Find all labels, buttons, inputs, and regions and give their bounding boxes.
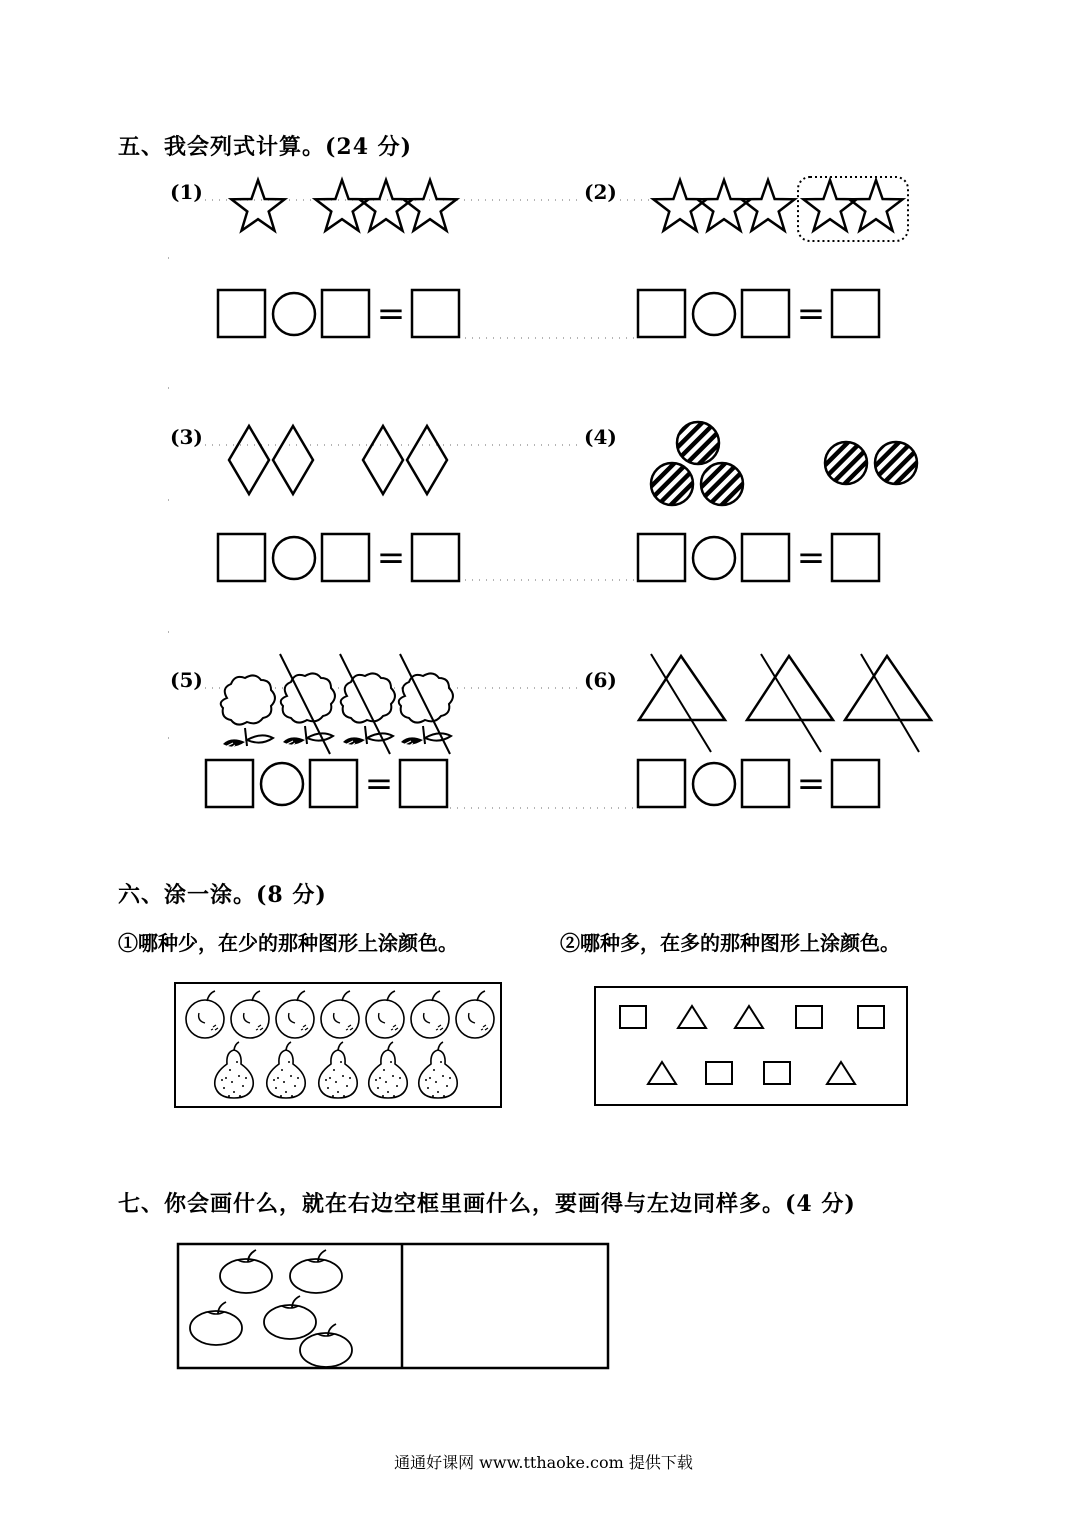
problem-4-figure	[640, 418, 940, 518]
pear-icon[interactable]	[419, 1042, 458, 1098]
striped-ball-icon	[701, 463, 743, 505]
answer-box[interactable]	[742, 290, 789, 337]
square-icon[interactable]	[796, 1006, 822, 1028]
answer-box[interactable]	[400, 760, 447, 807]
drawing-area[interactable]	[404, 1246, 606, 1366]
equation-3[interactable]	[216, 532, 466, 586]
triangle-icon[interactable]	[678, 1006, 706, 1028]
star-icon	[359, 180, 412, 231]
star-icon	[231, 180, 284, 231]
answer-box[interactable]	[832, 760, 879, 807]
pear-icon[interactable]	[267, 1042, 306, 1098]
pear-icon[interactable]	[369, 1042, 408, 1098]
section7-title: 七、你会画什么，就在右边空框里画什么，要画得与左边同样多。(4 分)	[118, 1191, 856, 1217]
diamond-icon	[363, 426, 403, 494]
operator-circle[interactable]	[693, 763, 735, 805]
section6-question-2: ②哪种多，在多的那种图形上涂颜色。	[560, 931, 900, 955]
cross-out-line	[761, 654, 821, 752]
striped-ball-icon	[651, 463, 693, 505]
drawing-table[interactable]	[176, 1242, 612, 1372]
operator-circle[interactable]	[693, 293, 735, 335]
equals-sign: =	[796, 764, 826, 804]
square-icon[interactable]	[858, 1006, 884, 1028]
section6-question-1: ①哪种少，在少的那种图形上涂颜色。	[118, 931, 458, 955]
section5-title: 五、我会列式计算。(24 分)	[118, 134, 413, 160]
star-icon	[315, 180, 368, 231]
problem-6-figure	[635, 650, 945, 760]
section6-title: 六、涂一涂。(8 分)	[118, 882, 327, 908]
apple-icon[interactable]	[186, 991, 224, 1038]
striped-ball-icon	[677, 422, 719, 464]
apple-icon	[190, 1302, 242, 1345]
square-icon[interactable]	[764, 1062, 790, 1084]
triangle-icon[interactable]	[827, 1062, 855, 1084]
star-icon	[403, 180, 456, 231]
answer-box[interactable]	[412, 290, 459, 337]
answer-box[interactable]	[832, 290, 879, 337]
triangle-icon[interactable]	[648, 1062, 676, 1084]
problem-label-1: (1)	[170, 180, 203, 204]
answer-box[interactable]	[638, 760, 685, 807]
footer-text: 通通好课网 www.tthaoke.com 提供下载	[394, 1453, 693, 1472]
equation-2[interactable]	[636, 288, 886, 342]
problem-label-6: (6)	[584, 668, 617, 692]
apple-icon[interactable]	[456, 991, 494, 1038]
answer-box[interactable]	[638, 534, 685, 581]
problem-label-4: (4)	[584, 425, 617, 449]
equation-5[interactable]	[204, 758, 454, 812]
square-icon[interactable]	[706, 1062, 732, 1084]
triangle-icon	[747, 656, 833, 720]
triangle-icon[interactable]	[735, 1006, 763, 1028]
answer-box[interactable]	[218, 290, 265, 337]
triangle-icon	[845, 656, 931, 720]
answer-box[interactable]	[322, 534, 369, 581]
apple-icon	[220, 1250, 272, 1293]
answer-box[interactable]	[206, 760, 253, 807]
diamond-icon	[229, 426, 269, 494]
cross-out-line	[861, 654, 919, 752]
operator-circle[interactable]	[273, 537, 315, 579]
square-icon[interactable]	[620, 1006, 646, 1028]
problem-2-figure	[650, 174, 920, 254]
diamond-icon	[407, 426, 447, 494]
problem-label-2: (2)	[584, 180, 617, 204]
star-icon	[803, 180, 856, 231]
cross-out-line	[651, 654, 711, 752]
equals-sign: =	[796, 538, 826, 578]
apple-icon[interactable]	[411, 991, 449, 1038]
answer-box[interactable]	[218, 534, 265, 581]
equation-6[interactable]	[636, 758, 886, 812]
operator-circle[interactable]	[273, 293, 315, 335]
star-icon	[741, 180, 794, 231]
star-icon	[697, 180, 750, 231]
apple-icon[interactable]	[366, 991, 404, 1038]
flower-icon	[399, 673, 453, 746]
apple-icon[interactable]	[231, 991, 269, 1038]
pear-icon[interactable]	[319, 1042, 358, 1098]
apple-icon[interactable]	[276, 991, 314, 1038]
equals-sign: =	[376, 294, 406, 334]
answer-box[interactable]	[322, 290, 369, 337]
equals-sign: =	[376, 538, 406, 578]
apple-icon	[264, 1296, 316, 1339]
flower-icon	[221, 675, 275, 748]
problem-label-5: (5)	[170, 668, 203, 692]
equals-sign: =	[796, 294, 826, 334]
problem-1-figure	[230, 178, 470, 248]
problem-label-3: (3)	[170, 425, 203, 449]
triangle-icon	[639, 656, 725, 720]
answer-box[interactable]	[742, 760, 789, 807]
pear-icon[interactable]	[215, 1042, 254, 1098]
operator-circle[interactable]	[693, 537, 735, 579]
operator-circle[interactable]	[261, 763, 303, 805]
apples-pears-box[interactable]	[174, 982, 504, 1110]
striped-ball-icon	[825, 442, 867, 484]
answer-box[interactable]	[638, 290, 685, 337]
answer-box[interactable]	[742, 534, 789, 581]
problem-5-figure	[215, 650, 475, 760]
apple-icon[interactable]	[321, 991, 359, 1038]
striped-ball-icon	[875, 442, 917, 484]
problem-3-figure	[225, 422, 465, 502]
star-icon	[653, 180, 706, 231]
answer-box[interactable]	[412, 534, 459, 581]
answer-box[interactable]	[310, 760, 357, 807]
answer-box[interactable]	[832, 534, 879, 581]
equation-4[interactable]	[636, 532, 886, 586]
star-icon	[849, 180, 902, 231]
equation-1[interactable]	[216, 288, 466, 342]
equals-sign: =	[364, 764, 394, 804]
apple-icon	[290, 1250, 342, 1293]
diamond-icon	[273, 426, 313, 494]
shapes-box[interactable]	[594, 986, 910, 1110]
